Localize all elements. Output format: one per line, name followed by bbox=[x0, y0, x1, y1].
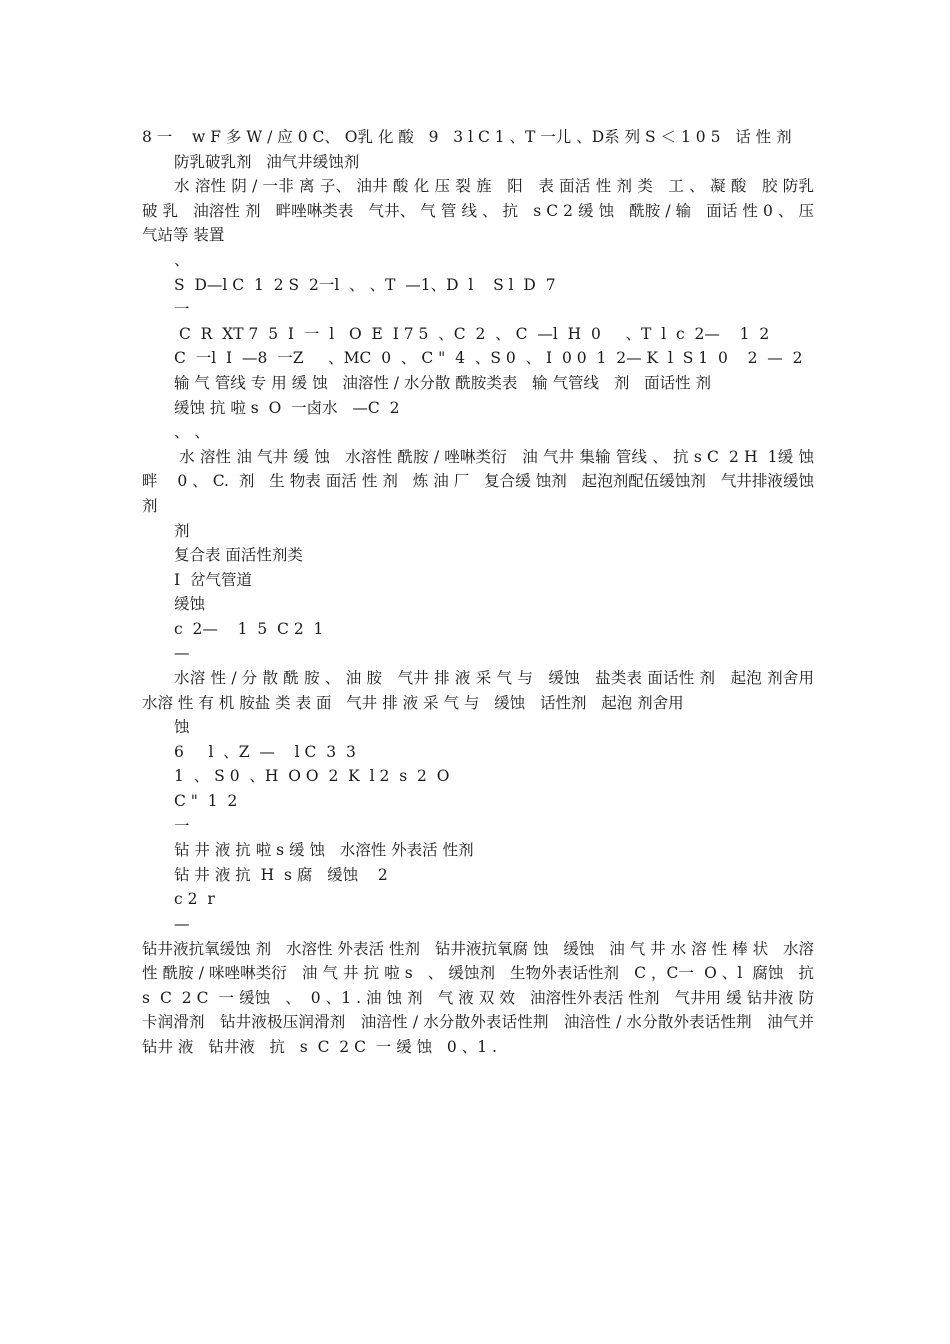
paragraph: 防乳破乳剂 油气井缓蚀剂 bbox=[174, 152, 360, 171]
paragraph: S D—l C 1 2 S 2一l 、 、T —1、D l S l D 7 bbox=[174, 275, 556, 294]
document-body bbox=[142, 125, 829, 1060]
paragraph: — bbox=[174, 644, 190, 663]
paragraph: — bbox=[174, 915, 190, 933]
paragraph: C " 1 2 bbox=[174, 792, 238, 811]
paragraph: I 岔气管道 bbox=[174, 570, 252, 589]
paragraph: 缓蚀 抗 啦 s O 一卤水 —C 2 bbox=[174, 398, 400, 417]
paragraph: c 2— 1 5 C 2 1 bbox=[174, 619, 324, 638]
paragraph: 6 l 、Z — l C 3 3 bbox=[174, 742, 356, 761]
paragraph: c 2 r bbox=[174, 890, 215, 909]
paragraph: 钻 井 液 抗 H s 腐 缓蚀 2 bbox=[174, 865, 388, 884]
paragraph: 剂 bbox=[174, 521, 190, 540]
paragraph: C R XT 7 5 I 一 l O E I 7 5 、C 2 、 C —l H 0 、T l c 2— 1 2 bbox=[174, 324, 770, 343]
paragraph: 1 、 S 0 、H O O 2 K l 2 s 2 O bbox=[174, 767, 450, 786]
paragraph: 输 气 管线 专 用 缓 蚀 油溶性 / 水分散 酰胺类表 输 气管线 剂 面话性 剂 bbox=[174, 373, 712, 392]
paragraph: 8 一 w F 多 W / 应 0 C、 O乳 化 酸 9 3 l C 1 、T 一儿 、D系 列 S ＜ 1 0 5 话 性 剂 bbox=[142, 128, 792, 146]
paragraph: 水溶 性 / 分 散 酰 胺 、 油 胺 气井 排 液 采 气 与 缓蚀 盐类表 面话性 剂 起泡 剂舍用 水溶 性 有 机 胺盐 类 表 面 气井 排 液 采 气 与 缓蚀 话性剂 起泡 剂舍用 bbox=[142, 669, 829, 712]
paragraph: 一 bbox=[174, 816, 190, 835]
paragraph: 水 溶性 阴 / 一非 离 子、 油井 酸 化 压 裂 旌 阳 表 面活 性 剂 类 工 、 凝 酸 胶 防乳 破 乳 油溶性 剂 畔唑啉类表 气井、 气 管 线 、 抗 s C 2 缓 蚀 酰胺 / 输 面话 性 0 、 压气站等 装置 bbox=[142, 177, 819, 245]
paragraph: 复合表 面活性剂类 bbox=[174, 546, 303, 565]
paragraph: 一 bbox=[174, 300, 190, 319]
paragraph: 钻 井 液 抗 啦 s 缓 蚀 水溶性 外表活 性剂 bbox=[174, 841, 474, 860]
paragraph: C 一l I —8 一Z 、MC 0 、 C " 4 、S 0 、 I 0 0 1 2— K l S 1 0 2 — 2 bbox=[174, 349, 803, 368]
paragraph: 水 溶性 油 气井 缓 蚀 水溶性 酰胺 / 唑啉类衍 油 气井 集输 管线 、 抗 s C 2 H 1缓 蚀 畔 0 、 C. 剂 生 物表 面活 性 剂 炼 油 厂 复合缓 蚀剂 起泡剂配伍缓蚀剂 气井排液缓蚀 剂 bbox=[142, 447, 829, 515]
paragraph: 钻井液抗氧缓蚀 剂 水溶性 外表活 性剂 钻井液抗氧腐 蚀 缓蚀 油 气 井 水 溶 性 棒 状 水溶性 酰胺 / 咪唑啉类衍 油 气 井 抗 啦 s 、 缓蚀剂 生物外表话性剂 C ，C一 O 、l 腐蚀 抗 s C 2 C 一 缓蚀 、 0 、1 . 油 蚀 剂 气 液 双 效 油溶性外表活 性剂 气井用 缓 钻井液 防卡润滑剂 钻井液极压润滑剂 油涪性 / 水分散外表话性荆 油涪性 / 水分散外表话性荆 油气并 钻井 液 钻井液 抗 s C 2 C 一 缓 蚀 0 、1 . bbox=[142, 939, 829, 1056]
paragraph: 缓蚀 bbox=[174, 595, 206, 614]
paragraph: 蚀 bbox=[174, 718, 190, 737]
paragraph: 、 、 bbox=[174, 423, 210, 442]
paragraph: 、 bbox=[174, 250, 190, 269]
